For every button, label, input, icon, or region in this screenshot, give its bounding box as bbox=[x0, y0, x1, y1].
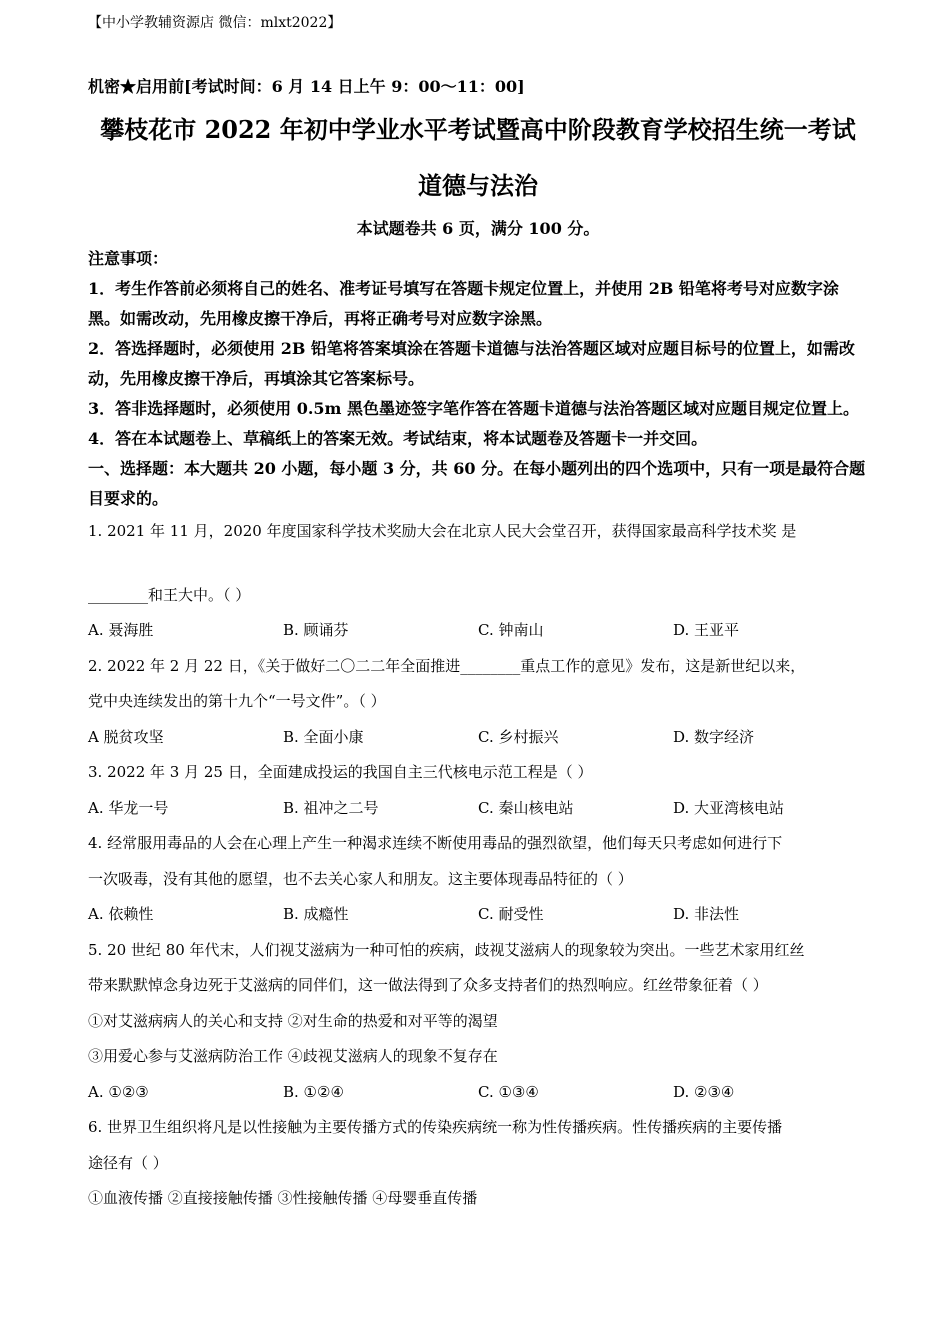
question-3-stem: 3. 2022 年 3 月 25 日，全面建成投运的我国自主三代核电示范工程是（ ） bbox=[88, 763, 593, 781]
question-5-stem-cont: 带来默默悼念身边死于艾滋病的同伴们，这一做法得到了众多支持者们的热烈响应。红丝带象征着（ ） bbox=[88, 976, 768, 994]
option-b: B. 祖冲之二号 bbox=[283, 798, 379, 817]
option-c: C. 乡村振兴 bbox=[478, 727, 559, 746]
option-d: D. 非法性 bbox=[673, 905, 740, 923]
option-c: C. ①③④ bbox=[478, 1082, 539, 1101]
option-b: B. 顾诵芬 bbox=[283, 621, 349, 639]
option-c: C. 耐受性 bbox=[478, 905, 544, 923]
notice-item: 3．答非选择题时，必须使用 0.5m 黑色墨迹签字笔作答在答题卡道德与法治答题区域对应题目规定位置上。 bbox=[88, 399, 860, 418]
option-b: B. 全面小康 bbox=[283, 727, 364, 746]
question-2-stem-cont: 党中央连续发出的第十九个“一号文件”。（ ） bbox=[88, 692, 386, 710]
header-note: 【中小学教辅资源店 微信：mlxt2022】 bbox=[88, 15, 342, 31]
question-2-options bbox=[88, 720, 868, 756]
option-a: A. ①②③ bbox=[88, 1082, 149, 1101]
option-a: A. 依赖性 bbox=[88, 905, 154, 923]
question-6-stem: 6. 世界卫生组织将凡是以性接触为主要传播方式的传染疾病统一称为性传播疾病。性传播疾病的主要传播 bbox=[88, 1118, 783, 1136]
question-5-stem: 5. 20 世纪 80 年代末，人们视艾滋病为一种可怕的疾病，歧视艾滋病人的现象较为突出。一些艺术家用红丝 bbox=[88, 940, 805, 959]
notice-item: 2．答选择题时，必须使用 2B 铅笔将答案填涂在答题卡道德与法治答题区域对应题目标号的位置上，如需改动，先用橡皮擦干净后，再填涂其它答案标号。 bbox=[88, 339, 855, 388]
question-5-statements-1: ①对艾滋病病人的关心和支持 ②对生命的热爱和对平等的渴望 bbox=[88, 1011, 498, 1030]
question-3-options bbox=[88, 791, 868, 827]
question-1-options bbox=[88, 613, 868, 649]
notice-item: 4．答在本试题卷上、草稿纸上的答案无效。考试结束，将本试题卷及答题卡一并交回。 bbox=[88, 429, 708, 448]
option-a: A 脱贫攻坚 bbox=[88, 727, 164, 746]
question-2-stem: 2. 2022 年 2 月 22 日，《关于做好二〇二二年全面推进________重点工作的意见》发布，这是新世纪以来， bbox=[88, 656, 806, 675]
option-b: B. 成瘾性 bbox=[283, 905, 349, 923]
subject-title: 道德与法治 bbox=[418, 171, 538, 200]
exam-page bbox=[88, 72, 868, 1217]
question-1-stem-cont: ________和王大中。（ ） bbox=[88, 585, 251, 604]
option-a: A. 华龙一号 bbox=[88, 798, 169, 817]
notice-heading: 注意事项： bbox=[88, 249, 169, 268]
question-5-statements-2: ③用爱心参与艾滋病防治工作 ④歧视艾滋病人的现象不复存在 bbox=[88, 1047, 498, 1065]
exam-title: 攀枝花市 2022 年初中学业水平考试暨高中阶段教育学校招生统一考试 bbox=[100, 115, 856, 144]
option-d: D. 王亚平 bbox=[673, 621, 740, 639]
option-c: C. 秦山核电站 bbox=[478, 798, 574, 817]
option-c: C. 钟南山 bbox=[478, 621, 544, 639]
question-6-statements: ①血液传播 ②直接接触传播 ③性接触传播 ④母婴垂直传播 bbox=[88, 1189, 478, 1207]
option-a: A. 聂海胜 bbox=[88, 621, 154, 639]
question-1-stem: 1. 2021 年 11 月，2020 年度国家科学技术奖励大会在北京人民大会堂召开，获得国家最高科学技术奖 是 bbox=[88, 522, 797, 540]
question-6-stem-cont: 途径有（ ） bbox=[88, 1153, 168, 1172]
option-d: D. 数字经济 bbox=[673, 727, 755, 746]
confidential-line: 机密★启用前[考试时间：6 月 14 日上午 9：00～11：00] bbox=[88, 77, 525, 96]
option-d: D. ②③④ bbox=[673, 1082, 735, 1101]
notice-item: 1．考生作答前必须将自己的姓名、准考证号填写在答题卡规定位置上，并使用 2B 铅笔将考号对应数字涂黑。如需改动，先用橡皮擦干净后，再将正确考号对应数字涂黑。 bbox=[88, 279, 839, 328]
option-b: B. ①②④ bbox=[283, 1082, 344, 1101]
question-4-stem-cont: 一次吸毒，没有其他的愿望，也不去关心家人和朋友。这主要体现毒品特征的（ ） bbox=[88, 869, 633, 888]
question-5-options bbox=[88, 1075, 868, 1111]
question-4-stem: 4. 经常服用毒品的人会在心理上产生一种渴求连续不断使用毒品的强烈欲望，他们每天只考虑如何进行下 bbox=[88, 834, 783, 852]
section-heading: 一、选择题：本大题共 20 小题，每小题 3 分，共 60 分。在每小题列出的四个选项中，只有一项是最符合题目要求的。 bbox=[88, 459, 866, 508]
option-d: D. 大亚湾核电站 bbox=[673, 798, 785, 817]
paper-info: 本试题卷共 6 页，满分 100 分。 bbox=[356, 219, 600, 238]
question-4-options bbox=[88, 897, 868, 933]
